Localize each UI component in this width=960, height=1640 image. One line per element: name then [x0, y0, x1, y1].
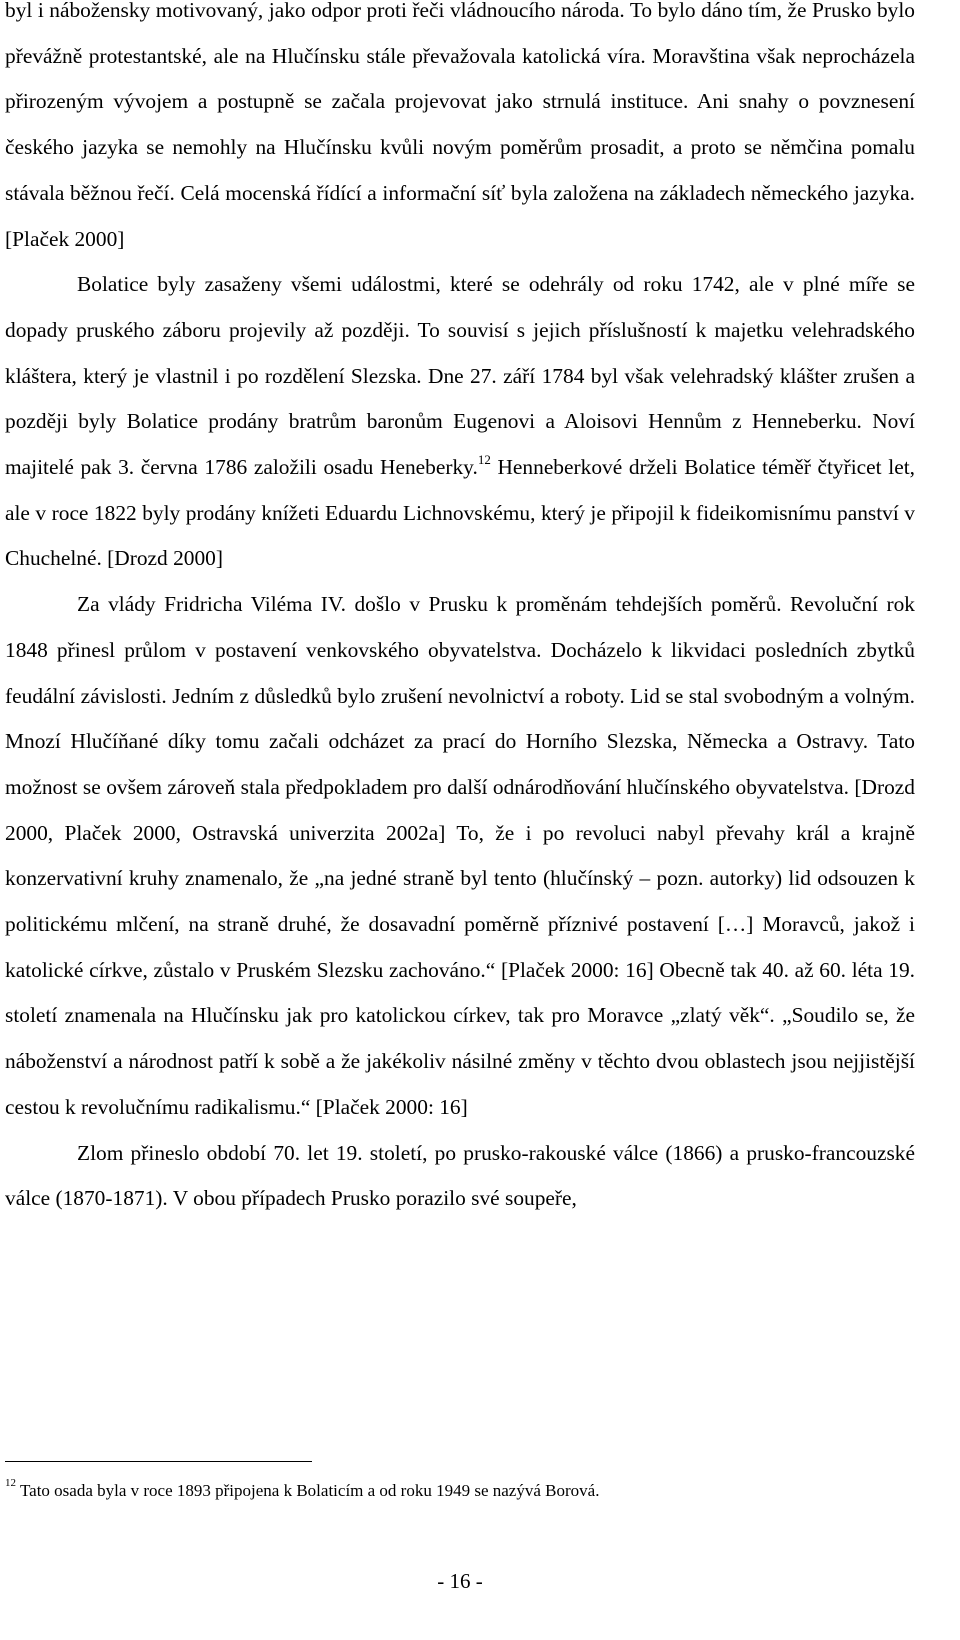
paragraph-p3: [5, 582, 915, 1130]
paragraph-text: Za vlády Fridricha Viléma IV. došlo v Prusku k proměnám tehdejších poměrů. Revoluční rok 1848 přinesl průlom v postavení venkovského obyvatelstva. Docházelo k likvidaci posledních zbytků feudální závislosti. Jedním z důsledků bylo zrušení nevolnictví a roboty. Lid se stal svobodným a volným. Mnozí Hlučíňané díky tomu začali odcházet za prací do Horního Slezska, Německa a Ostravy. Tato možnost se ovšem zároveň stala předpokladem pro další odnárodňování hlučínského obyvatelstva. [Drozd 2000, Plaček 2000, Ostravská univerzita 2002a] To, že i po revoluci nabyl převahy král a krajně konzervativní kruhy znamenalo, že „na jedné straně byl tento (hlučínský – pozn. autorky) lid odsouzen k politickému mlčení, na straně druhé, že dosavadní poměrně příznivé postavení […] Moravců, jakož i katolické církve, zůstalo v Pruském Slezsku zachováno.“ [Plaček 2000: 16] Obecně tak 40. až 60. léta 19. století znamenala na Hlučínsku jak pro katolickou církev, tak pro Moravce „zlatý věk“. „Soudilo se, že náboženství a národnost patří k sobě a že jakékoliv násilné změny v těchto dvou oblastech jsou nejjistější cestou k revolučnímu radikalismu.“ [Plaček 2000: 16]: [5, 592, 915, 1119]
paragraph-text: byl i nábožensky motivovaný, jako odpor proti řeči vládnoucího národa. To bylo dáno tím, že Prusko bylo převážně protestantské, ale na Hlučínsku stále převažovala katolická víra. Moravština však neprocházela přirozeným vývojem a postupně se začala projevovat jako strnulá instituce. Ani snahy o povznesení českého jazyka se nemohly na Hlučínsku kvůli novým poměrům prosadit, a proto se němčina pomalu stávala běžnou řečí. Celá mocenská řídící a informační síť byla založena na základech německého jazyka. [Plaček 2000]: [5, 0, 915, 251]
paragraph-text: Henneberkové drželi Bolatice téměř čtyřicet let, ale v roce 1822 byly prodány knížeti Eduardu Lichnovskému, který je připojil k fideikomisnímu panství v Chuchelné. [Drozd 2000]: [5, 455, 915, 571]
footnote-reference: 12: [477, 451, 491, 467]
footnote-marker: 12: [5, 1477, 16, 1490]
paragraph-text: Bolatice byly zasaženy všemi událostmi, které se odehrály od roku 1742, ale v plné míře se dopady pruského záboru projevily až později. To souvisí s jejich příslušností k majetku velehradského kláštera, který je vlastnil i po rozdělení Slezska. Dne 27. září 1784 byl však velehradský klášter zrušen a později byly Bolatice prodány bratrům baronům Eugenovi a Aloisovi Hennům z Henneberku. Noví majitelé pak 3. června 1786 založili osadu Heneberky.: [5, 272, 915, 480]
paragraph-p2: [5, 262, 915, 582]
footnote-separator: [5, 1461, 312, 1462]
page-number: - 16 -: [437, 1569, 483, 1593]
body-text: [5, 0, 915, 1222]
footnote: [5, 1477, 915, 1502]
paragraph-p4: [5, 1131, 915, 1222]
footnote-text: Tato osada byla v roce 1893 připojena k Bolaticím a od roku 1949 se nazývá Borová.: [19, 1481, 600, 1500]
paragraph-p1: [5, 0, 915, 262]
paragraph-text: Zlom přineslo období 70. let 19. století, po prusko-rakouské válce (1866) a prusko-francouzské válce (1870-1871). V obou případech Prusko porazilo své soupeře,: [5, 1140, 915, 1211]
